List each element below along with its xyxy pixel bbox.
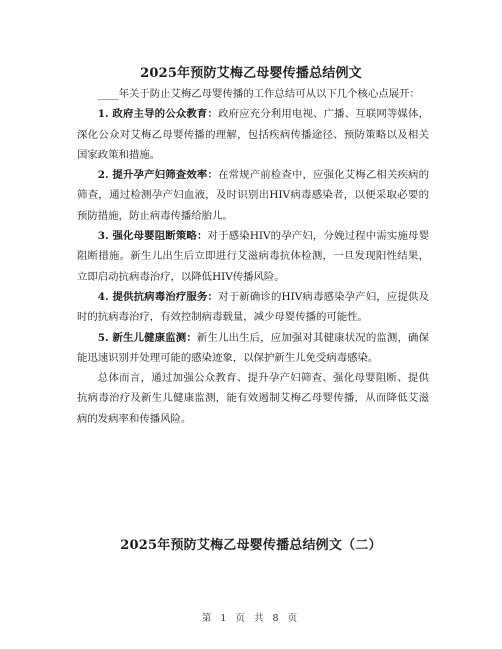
item-heading: 3. 强化母婴阻断策略： [97, 230, 208, 243]
document-title: 2025年预防艾梅乙母婴传播总结例文 [140, 66, 362, 81]
list-item [77, 287, 429, 328]
item-heading: 2. 提升孕产妇筛查效率： [97, 169, 219, 182]
item-text: 对于感染HIV的孕产妇，分娩过程中需实施母婴阻断措施。新生儿出生后立即进行艾滋病毒抗体检测，一旦发现阳性结果，立即启动抗病毒治疗，以降低HIV传播风险。 [77, 230, 429, 283]
item-heading: 4. 提供抗病毒治疗服务： [97, 290, 219, 303]
list-item [77, 226, 429, 287]
item-text: 新生儿出生后，应加强对其健康状况的监测，确保能迅速识别并处理可能的感染迹象，以保护新生儿免受病毒感染。 [77, 331, 429, 364]
list-item [77, 104, 429, 165]
intro-paragraph: ____年关于防止艾梅乙母婴传播的工作总结可从以下几个核心点展开： [97, 88, 420, 100]
item-text: 对于新确诊的HIV病毒感染孕产妇，应提供及时的抗病毒治疗，有效控制病毒载量，减少母婴传播的可能性。 [77, 290, 430, 324]
summary-paragraph: 总体而言，通过加强公众教育、提升孕产妇筛查、强化母婴阻断、提供抗病毒治疗及新生儿健康监测，能有效遏制艾梅乙母婴传播，从而降低艾滋病的发病率和传播风险。 [77, 372, 429, 425]
document-body [77, 84, 429, 429]
item-heading: 1. 政府主导的公众教育： [97, 108, 219, 121]
item-text: 在常规产前检查中，应强化艾梅乙相关疾病的筛查，通过检测孕产妇血液，及时识别出HIV病毒感染者，以便采取必要的预防措施，防止病毒传播给胎儿。 [77, 169, 430, 222]
next-section-title: 2025年预防艾梅乙母婴传播总结例文（二） [120, 538, 382, 553]
item-heading: 5. 新生儿健康监测： [97, 331, 197, 344]
list-item [77, 165, 429, 226]
page-number: 第 1 页 共 8 页 [201, 613, 301, 624]
list-item [77, 328, 429, 369]
item-text: 政府应充分利用电视、广播、互联网等媒体，深化公众对艾梅乙母婴传播的理解，包括疾病传播途径、预防策略以及相关国家政策和措施。 [77, 108, 430, 161]
